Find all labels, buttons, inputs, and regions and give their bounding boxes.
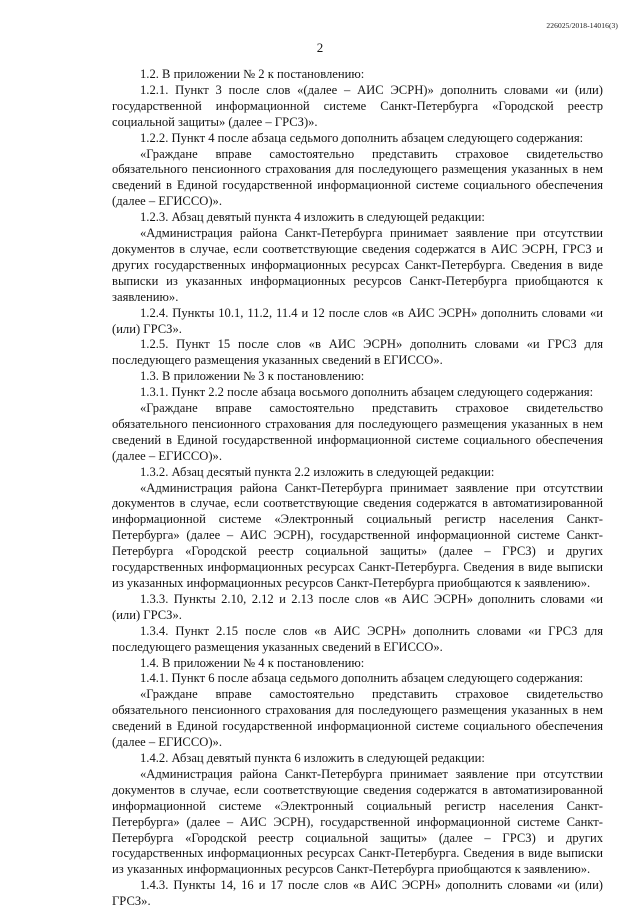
paragraph: 1.3.4. Пункт 2.15 после слов «в АИС ЭСРН» дополнить словами «и ГРСЗ для последующего размещения указанных сведений в ЕГИССО». <box>112 623 603 654</box>
paragraph: 1.3.3. Пункты 2.10, 2.12 и 2.13 после слов «в АИС ЭСРН» дополнить словами «и (или) ГРСЗ». <box>112 591 603 622</box>
paragraph: «Граждане вправе самостоятельно представить страховое свидетельство обязательного пенсионного страхования для последующего размещения указанных в нем сведений в Единой государственной информационной системе социального обеспечения (далее – ЕГИССО)». <box>112 146 603 209</box>
paragraph: 1.4.3. Пункты 14, 16 и 17 после слов «в АИС ЭСРН» дополнить словами «и (или) ГРСЗ». <box>112 878 603 909</box>
paragraph: 1.3.2. Абзац десятый пункта 2.2 изложить в следующей редакции: <box>140 464 495 479</box>
paragraph: «Администрация района Санкт-Петербурга принимает заявление при отсутствии документов в случае, если соответствующие сведения содержатся в автоматизированной информационной системе «Электронный социальный регистр населения Санкт-Петербурга» (далее – АИС ЭСРН), государственной информационной системе Санкт-Петербурга «Городской реестр социальной защиты» (далее – ГРСЗ) и других государственных информационных ресурсах Санкт-Петербурга. Сведения в виде выписки из указанных информационных ресурсов Санкт-Петербурга приобщаются к заявлению». <box>112 766 603 877</box>
paragraph: 1.2.1. Пункт 3 после слов «(далее – АИС ЭСРН)» дополнить словами «и (или) государственной информационной системе Санкт-Петербурга «Городской реестр социальной защиты» (далее – ГРСЗ)». <box>112 82 603 129</box>
paragraph: 1.2. В приложении № 2 к постановлению: <box>140 67 365 81</box>
paragraph: «Администрация района Санкт-Петербурга принимает заявление при отсутствии документов в случае, если соответствующие сведения содержатся в АИС ЭСРН, ГРСЗ и других государственных информационных ресурсах Санкт-Петербурга. Сведения в виде выписки из указанных информационных ресурсов Санкт-Петербурга приобщаются к заявлению». <box>112 226 603 304</box>
paragraph: 1.4.2. Абзац девятый пункта 6 изложить в следующей редакции: <box>140 750 485 765</box>
paragraph: 1.4. В приложении № 4 к постановлению: <box>140 655 365 670</box>
paragraph: 1.2.5. Пункт 15 после слов «в АИС ЭСРН» дополнить словами «и ГРСЗ для последующего размещения указанных сведений в ЕГИССО». <box>112 337 603 368</box>
paragraph: «Граждане вправе самостоятельно представить страховое свидетельство обязательного пенсионного страхования для последующего размещения указанных в нем сведений в Единой государственной информационной системе социального обеспечения (далее – ЕГИССО)». <box>112 401 603 463</box>
paragraph: 1.4.1. Пункт 6 после абзаца седьмого дополнить абзацем следующего содержания: <box>140 671 584 686</box>
paragraph: 1.2.2. Пункт 4 после абзаца седьмого дополнить абзацем следующего содержания: <box>140 130 584 145</box>
document-body <box>112 67 603 910</box>
document-id: 226025/2018-14016(3) <box>546 21 618 30</box>
paragraph: «Администрация района Санкт-Петербурга принимает заявление при отсутствии документов в случае, если соответствующие сведения содержатся в автоматизированной информационной системе «Электронный социальный регистр населения Санкт-Петербурга» (далее – АИС ЭСРН), государственной информационной системе Санкт-Петербурга «Городской реестр социальной защиты» (далее – ГРСЗ) и других государственных информационных ресурсах Санкт-Петербурга. Сведения в виде выписки из указанных информационных ресурсов Санкт-Петербурга приобщаются к заявлению». <box>112 480 603 590</box>
page-number: 2 <box>316 40 324 55</box>
paragraph: «Граждане вправе самостоятельно представить страховое свидетельство обязательного пенсионного страхования для последующего размещения указанных в нем сведений в Единой государственной информационной системе социального обеспечения (далее – ЕГИССО)». <box>112 687 603 750</box>
paragraph: 1.2.4. Пункты 10.1, 11.2, 11.4 и 12 после слов «в АИС ЭСРН» дополнить словами «и (или) ГРСЗ». <box>112 305 603 336</box>
paragraph: 1.3. В приложении № 3 к постановлению: <box>140 369 365 384</box>
paragraph: 1.3.1. Пункт 2.2 после абзаца восьмого дополнить абзацем следующего содержания: <box>140 385 594 400</box>
paragraph: 1.2.3. Абзац девятый пункта 4 изложить в следующей редакции: <box>140 210 485 225</box>
